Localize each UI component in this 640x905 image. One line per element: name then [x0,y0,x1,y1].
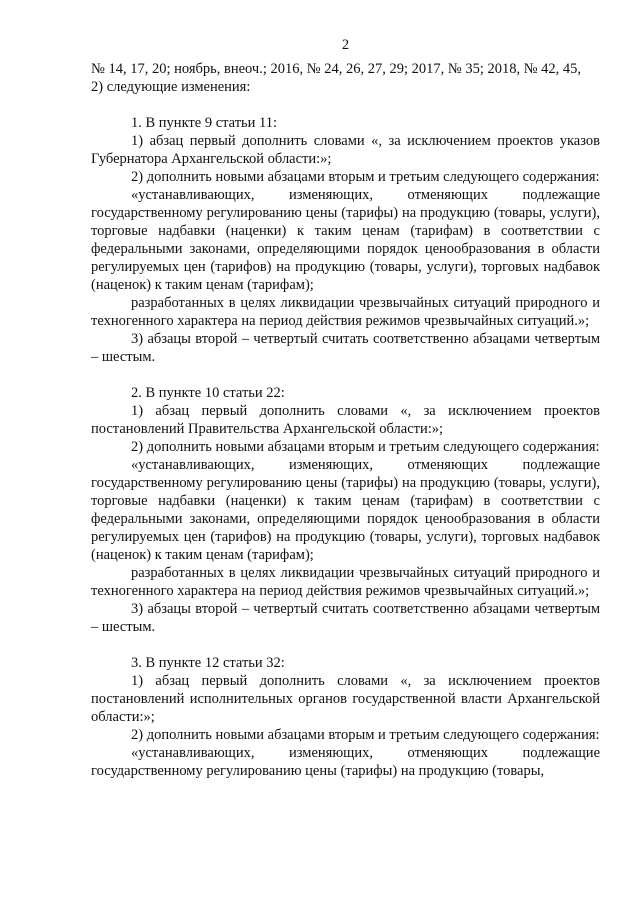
paragraph: 3) абзацы второй – четвертый считать соответственно абзацами четвертым – шестым. [91,331,600,365]
intro-line: № 14, 17, 20; ноябрь, внеоч.; 2016, № 24, 26, 27, 29; 2017, № 35; 2018, № 42, 45, [91,61,582,77]
paragraph: разработанных в целях ликвидации чрезвычайных ситуаций природного и техногенного характера на период действия режимов чрезвычайных ситуаций.»; [91,295,600,329]
paragraph: «устанавливающих, изменяющих, отменяющих подлежащие государственному регулированию цены (тарифы) на продукцию (товары, услуги), торговые надбавки (наценки) к таким ценам (тарифам) в соответствии с федеральными законами, определяющими порядок ценообразования в области регулируемых цен (тарифов) на продукцию (товары, услуги), торговых надбавок (наценок) к таким ценам (тарифам); [91,457,600,563]
paragraph: разработанных в целях ликвидации чрезвычайных ситуаций природного и техногенного характера на период действия режимов чрезвычайных ситуаций.»; [91,565,600,599]
paragraph: «устанавливающих, изменяющих, отменяющих подлежащие государственному регулированию цены (тарифы) на продукцию (товары, [91,745,600,779]
intro-line: 2) следующие изменения: [91,79,251,95]
paragraph: 2) дополнить новыми абзацами вторым и третьим следующего содержания: [131,727,600,743]
page-number: 2 [341,37,350,53]
paragraph: «устанавливающих, изменяющих, отменяющих подлежащие государственному регулированию цены (тарифы) на продукцию (товары, услуги), торговые надбавки (наценки) к таким ценам (тарифам) в соответствии с федеральными законами, определяющими порядок ценообразования в области регулируемых цен (тарифов) на продукцию (товары, услуги), торговых надбавок (наценок) к таким ценам (тарифам); [91,187,600,293]
section-heading: 1. В пункте 9 статьи 11: [131,115,278,131]
paragraph: 2) дополнить новыми абзацами вторым и третьим следующего содержания: [131,439,600,455]
paragraph: 3) абзацы второй – четвертый считать соответственно абзацами четвертым – шестым. [91,601,600,635]
paragraph: 2) дополнить новыми абзацами вторым и третьим следующего содержания: [131,169,600,185]
section-heading: 3. В пункте 12 статьи 32: [131,655,285,671]
paragraph: 1) абзац первый дополнить словами «, за исключением проектов указов Губернатора Архангельской области:»; [91,133,600,167]
paragraph: 1) абзац первый дополнить словами «, за исключением проектов постановлений исполнительных органов государственной власти Архангельской области:»; [91,673,600,725]
section-heading: 2. В пункте 10 статьи 22: [131,385,285,401]
paragraph: 1) абзац первый дополнить словами «, за исключением проектов постановлений Правительства Архангельской области:»; [91,403,600,437]
